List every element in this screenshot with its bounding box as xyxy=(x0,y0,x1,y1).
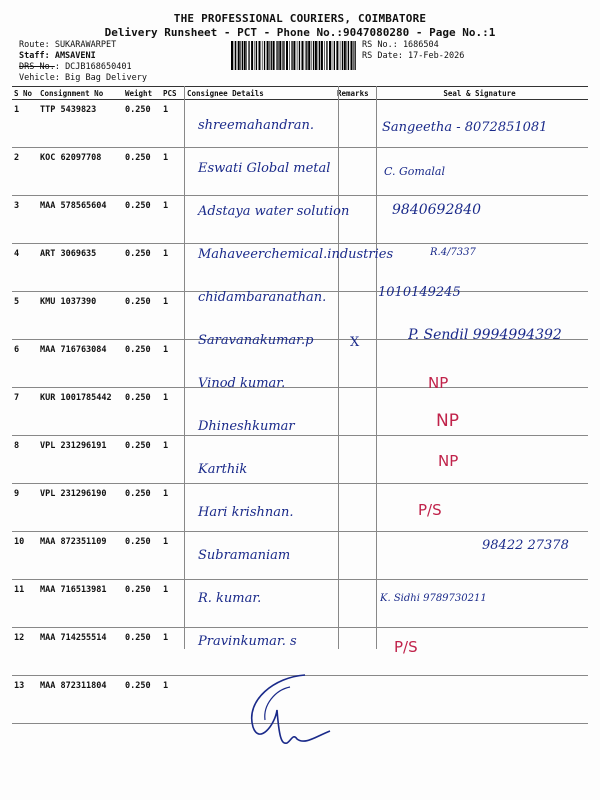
cell-signature-area xyxy=(371,484,588,532)
cell-pcs: 1 xyxy=(161,628,185,676)
cell-weight: 0.250 xyxy=(123,388,161,436)
cell-cno: MAA 716513981 xyxy=(38,580,123,628)
column-divider xyxy=(376,86,377,649)
drs-label: DRS No. xyxy=(19,62,55,72)
header-right-block xyxy=(362,40,464,62)
signature-handwritten: Sangeetha - 8072851081 xyxy=(382,120,548,135)
route-label: Route: SUKARAWARPET xyxy=(19,40,117,50)
cell-sno: 12 xyxy=(12,628,38,676)
cell-cno: KMU 1037390 xyxy=(38,292,123,340)
cell-sno: 3 xyxy=(12,196,38,244)
signature-handwritten: C. Gomalal xyxy=(384,165,446,178)
signature-handwritten: NP xyxy=(428,374,449,392)
consignee-handwritten: Mahaveerchemical.industries xyxy=(198,247,394,262)
cell-cno: MAA 714255514 xyxy=(38,628,123,676)
consignee-handwritten: Pravinkumar. s xyxy=(198,634,297,649)
col-weight: Weight xyxy=(123,87,161,100)
cell-remarks-area xyxy=(335,484,371,532)
signature-handwritten: 9840692840 xyxy=(392,202,482,218)
cell-pcs: 1 xyxy=(161,340,185,388)
cell-signature-area xyxy=(371,676,588,724)
cell-signature-area xyxy=(371,388,588,436)
cell-remarks-area xyxy=(335,580,371,628)
cell-weight: 0.250 xyxy=(123,580,161,628)
cell-weight: 0.250 xyxy=(123,244,161,292)
signature-handwritten: P/S xyxy=(394,638,418,656)
col-remarks: Remarks xyxy=(335,87,371,100)
rs-number: RS No.: 1686504 xyxy=(362,40,439,50)
cell-cno: ART 3069635 xyxy=(38,244,123,292)
cell-sno: 8 xyxy=(12,436,38,484)
cell-pcs: 1 xyxy=(161,196,185,244)
consignee-handwritten: Karthik xyxy=(198,462,248,477)
signature-handwritten: P/S xyxy=(418,501,442,519)
cell-sno: 6 xyxy=(12,340,38,388)
drs-line xyxy=(19,62,132,73)
cell-signature-area xyxy=(371,436,588,484)
cell-cno: MAA 578565604 xyxy=(38,196,123,244)
drs-value: : DCJB168650401 xyxy=(54,62,132,72)
cell-sno: 9 xyxy=(12,484,38,532)
signature-handwritten: 98422 27378 xyxy=(482,538,569,553)
cell-sno: 2 xyxy=(12,148,38,196)
col-consignee: Consignee Details xyxy=(185,87,335,100)
barcode xyxy=(231,41,358,70)
rs-date: RS Date: 17-Feb-2026 xyxy=(362,51,465,61)
cell-remarks-area xyxy=(335,532,371,580)
cell-weight: 0.250 xyxy=(123,532,161,580)
cell-sno: 13 xyxy=(12,676,38,724)
signature-handwritten: NP xyxy=(436,411,459,431)
cell-remarks-area xyxy=(335,148,371,196)
cell-sno: 5 xyxy=(12,292,38,340)
column-divider xyxy=(184,86,185,649)
table-row xyxy=(12,388,588,436)
cell-pcs: 1 xyxy=(161,676,185,724)
company-title: THE PROFESSIONAL COURIERS, COIMBATORE xyxy=(173,12,427,25)
table-row xyxy=(12,436,588,484)
cell-cno: MAA 872351109 xyxy=(38,532,123,580)
table-row xyxy=(12,484,588,532)
cell-remarks-area xyxy=(335,436,371,484)
cell-pcs: 1 xyxy=(161,532,185,580)
cell-pcs: 1 xyxy=(161,580,185,628)
table-header-row xyxy=(12,87,588,100)
cell-pcs: 1 xyxy=(161,484,185,532)
cell-cno: VPL 231296191 xyxy=(38,436,123,484)
consignee-handwritten: Saravanakumar.p xyxy=(198,333,314,348)
cell-weight: 0.250 xyxy=(123,676,161,724)
cell-weight: 0.250 xyxy=(123,292,161,340)
cell-remarks-area xyxy=(335,196,371,244)
column-divider xyxy=(338,86,339,649)
consignee-handwritten: Dhineshkumar xyxy=(198,419,295,434)
cell-consignee-area xyxy=(185,196,335,244)
cell-weight: 0.250 xyxy=(123,436,161,484)
cell-remarks-area xyxy=(335,100,371,148)
header-left-block xyxy=(19,40,132,73)
cell-cno: TTP 5439823 xyxy=(38,100,123,148)
table-row xyxy=(12,580,588,628)
consignee-handwritten: shreemahandran. xyxy=(198,118,315,133)
runsheet-subtitle: Delivery Runsheet - PCT - Phone No.:9047080280 - Page No.:1 xyxy=(104,26,496,39)
cell-weight: 0.250 xyxy=(123,100,161,148)
cell-weight: 0.250 xyxy=(123,628,161,676)
cell-pcs: 1 xyxy=(161,292,185,340)
cell-sno: 10 xyxy=(12,532,38,580)
cell-sno: 7 xyxy=(12,388,38,436)
cell-remarks-area xyxy=(335,292,371,340)
cell-remarks-area xyxy=(335,388,371,436)
remarks-mark: X xyxy=(350,335,360,350)
vehicle-label: Vehicle: Big Bag Delivery xyxy=(19,73,147,83)
cell-weight: 0.250 xyxy=(123,148,161,196)
consignee-handwritten: Adstaya water solution xyxy=(198,204,350,219)
cell-pcs: 1 xyxy=(161,436,185,484)
cell-weight: 0.250 xyxy=(123,484,161,532)
cell-sno: 11 xyxy=(12,580,38,628)
cell-sno: 1 xyxy=(12,100,38,148)
cell-weight: 0.250 xyxy=(123,196,161,244)
consignee-handwritten: chidambaranathan. xyxy=(198,290,327,305)
cell-cno: KOC 62097708 xyxy=(38,148,123,196)
consignee-handwritten: Subramaniam xyxy=(198,548,291,563)
signature-handwritten: P. Sendil 9994994392 xyxy=(408,327,562,343)
cell-pcs: 1 xyxy=(161,100,185,148)
cell-cno: KUR 1001785442 xyxy=(38,388,123,436)
signature-handwritten: R.4/7337 xyxy=(430,247,476,258)
cell-pcs: 1 xyxy=(161,148,185,196)
runsheet-table xyxy=(12,86,588,724)
cell-sno: 4 xyxy=(12,244,38,292)
signature-handwritten: NP xyxy=(438,452,459,470)
consignee-handwritten: R. kumar. xyxy=(198,591,262,606)
supervisor-signature xyxy=(235,665,345,760)
cell-pcs: 1 xyxy=(161,388,185,436)
cell-weight: 0.250 xyxy=(123,340,161,388)
cell-cno: VPL 231296190 xyxy=(38,484,123,532)
staff-label: Staff: AMSAVENI xyxy=(19,51,96,61)
consignee-handwritten: Hari krishnan. xyxy=(198,505,294,520)
consignee-handwritten: Eswati Global metal xyxy=(198,161,331,176)
signature-handwritten: 1010149245 xyxy=(378,285,461,300)
col-pcs: PCS xyxy=(161,87,185,100)
cell-cno: MAA 872311804 xyxy=(38,676,123,724)
col-sno: S No xyxy=(12,87,38,100)
consignee-handwritten: Vinod kumar. xyxy=(198,376,286,391)
cell-signature-area xyxy=(371,340,588,388)
col-consignment: Consignment No xyxy=(38,87,123,100)
signature-handwritten: K. Sidhi 9789730211 xyxy=(380,593,487,604)
cell-pcs: 1 xyxy=(161,244,185,292)
col-signature: Seal & Signature xyxy=(371,87,588,100)
table-row xyxy=(12,196,588,244)
cell-cno: MAA 716763084 xyxy=(38,340,123,388)
